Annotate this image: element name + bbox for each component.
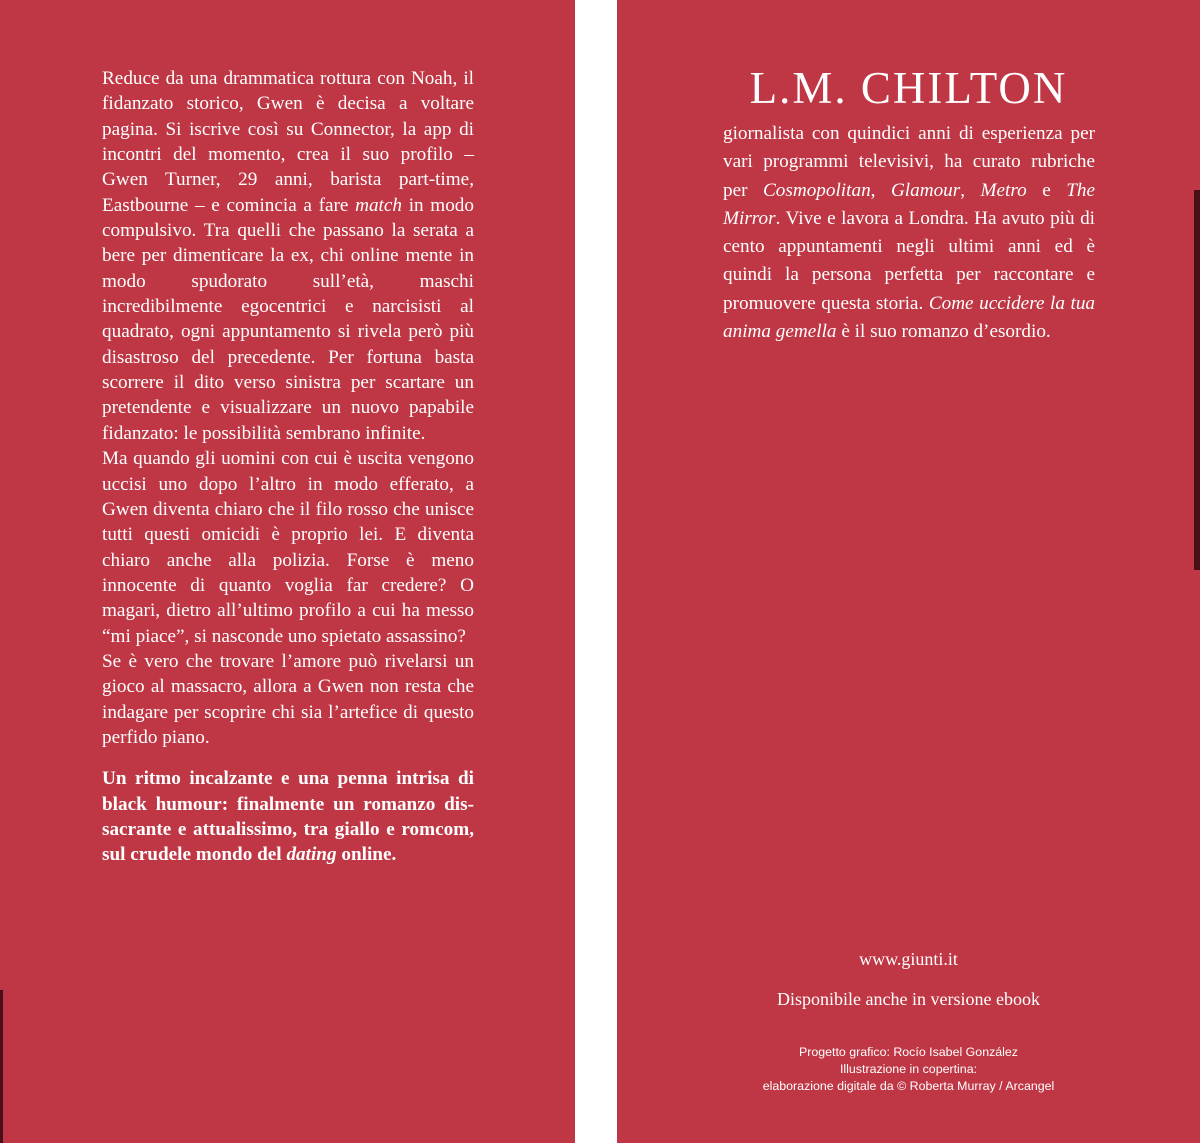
text-run: Se è vero che trovare l’amore può rivelarsi un gioco al massacro, allora a Gwen non resta che indagare per scoprire chi sia l’artefice di questo perfido piano.: [102, 650, 474, 748]
italic-text: Metro: [980, 179, 1027, 201]
text-run: online.: [336, 844, 397, 866]
credit-illustration-source: elaborazione digitale da © Roberta Murray / Arcangel: [762, 1079, 1055, 1093]
synopsis-paragraph-3: [102, 649, 474, 750]
author-bio: [723, 120, 1095, 346]
text-run: giornalista con quindici anni di esperienza per vari programmi televisivi, ha curato rubriche per: [723, 123, 1095, 201]
synopsis-paragraph-1: [102, 66, 474, 446]
text-run: Ma quando gli uomini con cui è uscita vengono uccisi uno dopo l’altro in modo efferato, a Gwen diventa chiaro che il filo rosso che unisce tutti questi omicidi è proprio lei. E diventa chiaro anche alla polizia. Forse è meno innocente di quanto voglia far credere? O magari, dietro all’ultimo profilo a cui ha messo “mi piace”, si nasconde uno spietato assassino?: [102, 448, 474, 647]
author-bio-text: [723, 120, 1095, 346]
italic-text: Cosmopolitan: [762, 179, 871, 201]
text-run: Un ritmo incalzante e una penna intrisa di black humour: finalmente un romanzo dissacrante e attualissimo, tra giallo e romcom, sul crudele mondo del: [102, 768, 474, 866]
credit-illustration-label: Illustrazione in copertina:: [839, 1062, 978, 1076]
text-run: ,: [870, 179, 891, 201]
italic-text: Glamour: [890, 179, 961, 201]
credits-block: [617, 1044, 1200, 1095]
italic-text: Come uccidere la tua anima gemella: [723, 292, 1096, 343]
cover-edge-shadow: [0, 990, 3, 1143]
text-run: in modo compulsivo. Tra quelli che passano la serata a bere per dimenticare la ex, chi online mente in modo spudorato sull’età, maschi incredibilmente egocentrici e narcisisti al quadrato, ogni appuntamento si rivela però più disastroso del precedente. Per fortuna basta scorrere il dito verso sinistra per scartare un pretendente e visualizzare un nuovo papabile fidanzato: le possibilità sembrano infinite.: [102, 194, 474, 444]
flap-panel: [617, 0, 1200, 1143]
text-run: . Vive e lavora a Londra. Ha avuto più di cento appuntamenti negli ultimi anni ed è quindi la persona perfetta per raccontare e promuovere questa storia.: [723, 207, 1095, 314]
ebook-note: Disponibile anche in versione ebook: [777, 989, 1040, 1009]
text-run: e: [1026, 179, 1067, 201]
text-run: ,: [960, 179, 981, 201]
tagline: [102, 766, 474, 867]
author-name: L.M. CHILTON: [749, 63, 1068, 113]
italic-text: dating: [286, 844, 337, 866]
synopsis-paragraph-2: [102, 446, 474, 649]
text-run: è il suo romanzo d’esordio.: [836, 321, 1051, 343]
publisher-website: www.giunti.it: [859, 949, 958, 969]
text-run: Reduce da una drammatica rottura con Noah, il fidanzato storico, Gwen è decisa a voltare pagina. Si iscrive così su Connector, la app di incontri del momento, crea il suo profilo – Gwen Turner, 29 anni, barista part-time, Eastbourne – e comincia a fare: [102, 68, 474, 216]
credit-design: Progetto grafico: Rocío Isabel González: [798, 1045, 1019, 1059]
back-cover-panel: [0, 0, 575, 1143]
italic-text: The Mirror: [723, 179, 1095, 229]
italic-text: match: [355, 194, 403, 216]
synopsis-block: [102, 66, 474, 868]
flap-edge-shadow: [1194, 190, 1200, 570]
